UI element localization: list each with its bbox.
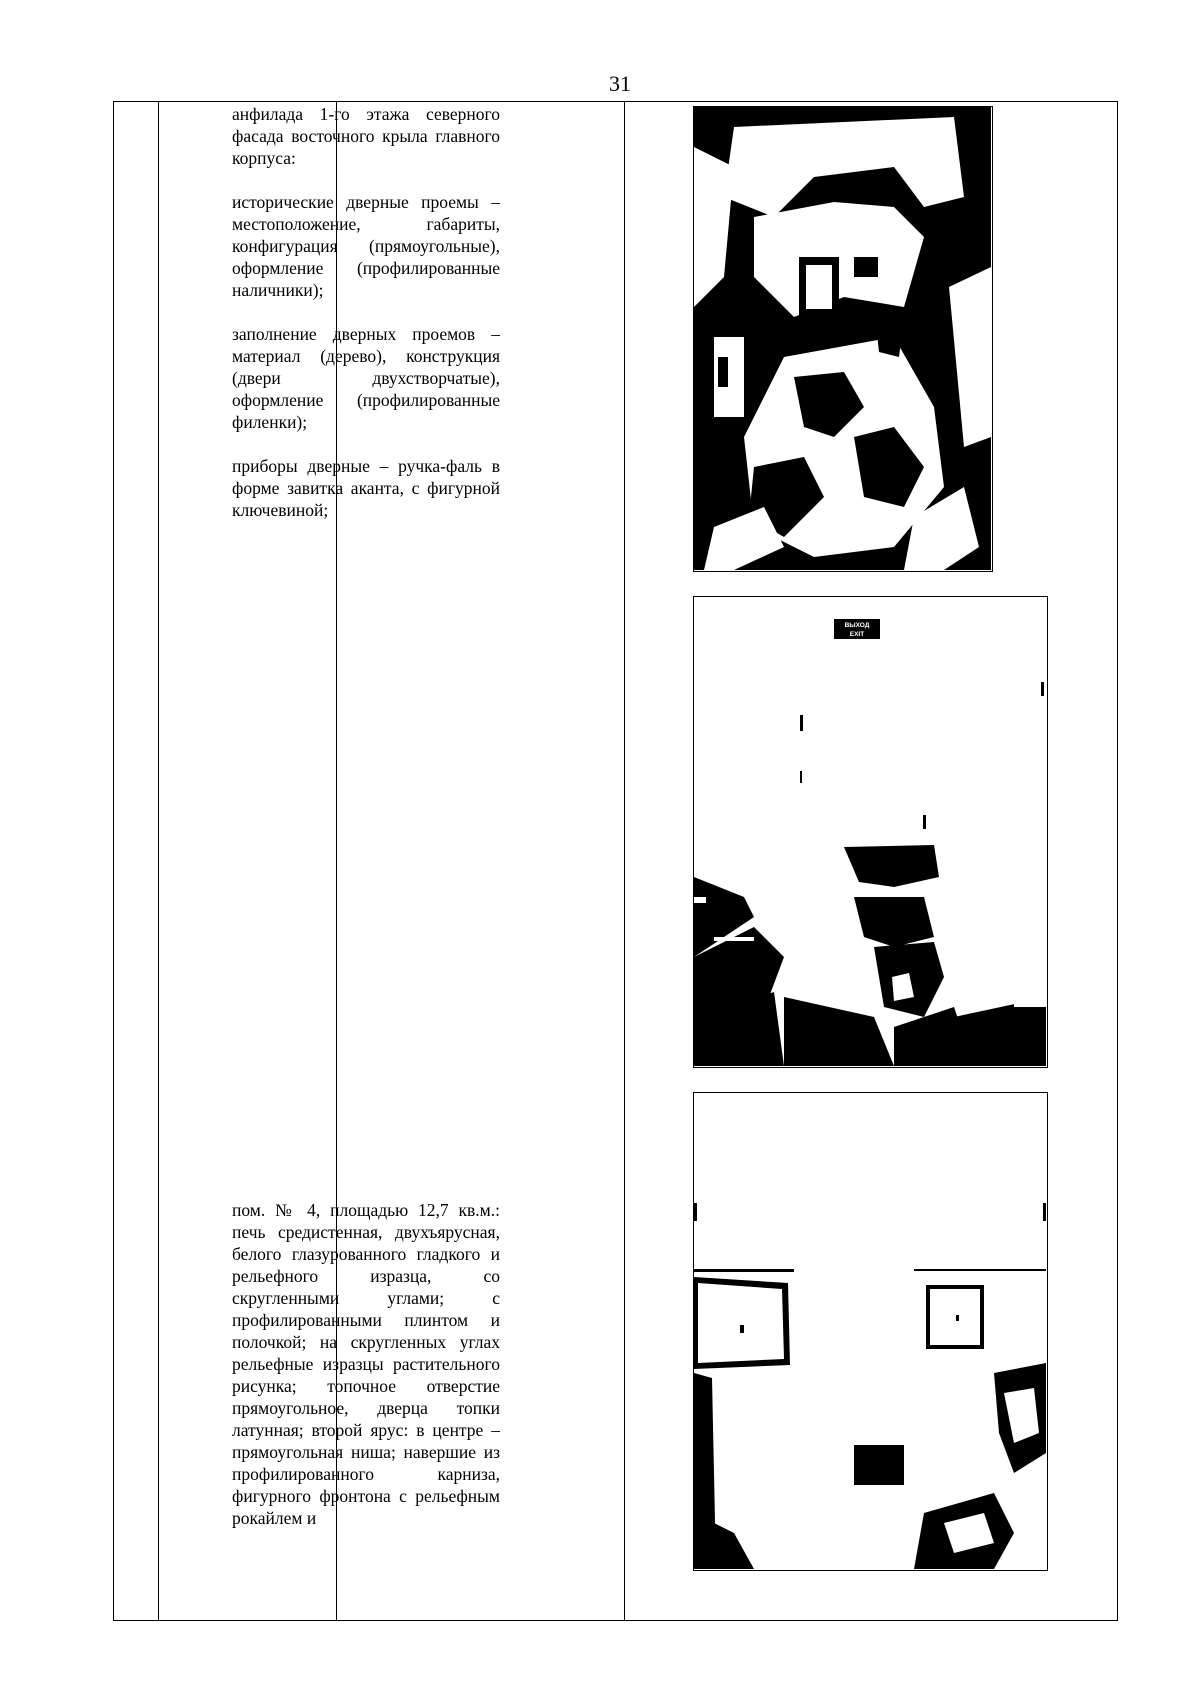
page-number: 31	[609, 71, 631, 96]
photo-hall-exit	[693, 596, 1048, 1068]
corridor-photo-image	[694, 107, 991, 570]
hall-photo-image	[694, 597, 1046, 1066]
photo-enfilade-corridor	[693, 106, 993, 572]
stove-photo-image	[694, 1093, 1046, 1569]
door-openings-item: исторические дверные проемы – местоположение, габариты, конфигурация (прямоугольные), оформление (профилированные наличники);	[232, 192, 500, 300]
row-1-description	[232, 103, 500, 521]
enfilade-heading: анфилада 1-го этажа северного фасада восточного крыла главного корпуса:	[232, 104, 500, 168]
door-filling-item: заполнение дверных проемов – материал (дерево), конструкция (двери двухстворчатые), оформление (профилированные филенки);	[232, 324, 500, 432]
photo-tiled-stove	[693, 1092, 1048, 1571]
column-divider-3	[624, 102, 625, 1620]
exit-sign-line1: ВЫХОД	[844, 622, 870, 629]
row-2-description	[232, 1199, 500, 1529]
stove-description: пом. № 4, площадью 12,7 кв.м.: печь средистенная, двухъярусная, белого глазурованного гладкого и рельефного изразца, со скругленными углами; с профилированными плинтом и полочкой; на скругленных углах рельефные изразцы растительного рисунка; топочное отверстие прямоугольное, дверца топки латунная; второй ярус: в центре – прямоугольная ниша; навершие из профилированного карниза, фигурного фронтона с рельефным рокайлем и	[232, 1200, 500, 1528]
door-hardware-item: приборы дверные – ручка-фаль в форме завитка аканта, с фигурной ключевиной;	[232, 456, 500, 520]
exit-sign-line2: EXIT	[849, 631, 865, 638]
column-divider-1	[158, 102, 159, 1620]
